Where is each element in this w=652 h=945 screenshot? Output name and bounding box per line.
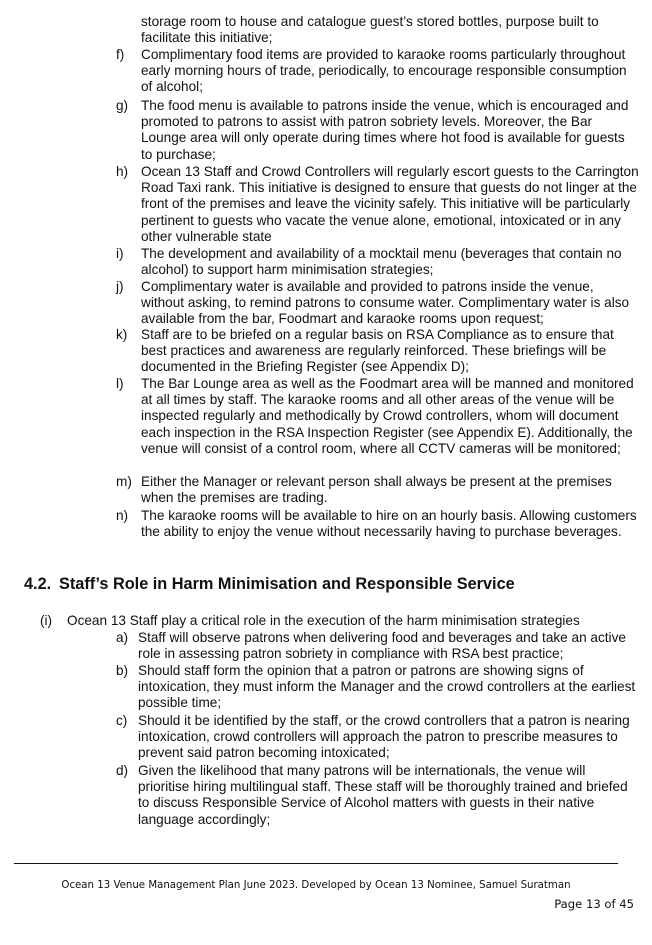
list-item-text: The food menu is available to patrons inside the venue, which is encouraged and promoted to patrons to assist with patron sobriety levels. Moreover, the Bar Lounge area will only operate during times where hot food is available for guests to purchase; [141, 98, 629, 162]
sub-list-text: Staff will observe patrons when delivering food and beverages and take an active role in assessing patron sobriety in compliance with RSA best practice; [138, 630, 626, 662]
section-number: 4.2. [24, 575, 52, 593]
sub-list-text: Given the likelihood that many patrons will be internationals, the venue will prioritise hiring multilingual staff. These staff will be thoroughly trained and briefed to discuss Responsible Service of Alcohol matters with guests in their native language accordingly; [138, 763, 628, 827]
section-title: Staff’s Role in Harm Minimisation and Responsible Service [59, 575, 515, 593]
list-item-i [116, 246, 639, 278]
list-item-continuation: storage room to house and catalogue guest’s stored bottles, purpose built to facilitate this initiative; [141, 14, 599, 46]
list-item-j [116, 279, 639, 328]
list-item-text: Either the Manager or relevant person shall always be present at the premises when the premises are trading. [141, 474, 612, 506]
list-item-text: The karaoke rooms will be available to hire on an hourly basis. Allowing customers the ability to enjoy the venue without necessarily having to purchase beverages. [141, 508, 637, 540]
list-item-text: Staff are to be briefed on a regular basis on RSA Compliance as to ensure that best practices and awareness are regularly reinforced. These briefings will be documented in the Briefing Register (see Appendix D); [141, 327, 614, 375]
footer-divider [14, 863, 618, 864]
roman-list-label: (i) [40, 613, 53, 628]
sub-list-item-c [116, 713, 640, 762]
list-item-text: The development and availability of a mocktail menu (beverages that contain no alcohol) to support harm minimisation strategies; [141, 246, 622, 278]
sub-list-item-a [116, 630, 640, 662]
list-item-text: Complimentary water is available and provided to patrons inside the venue, without asking, to remind patrons to consume water. Complimentary water is also available from the bar, Foodmart and karaoke rooms upon request; [141, 279, 630, 327]
sub-list-text: Should staff form the opinion that a patron or patrons are showing signs of intoxication, they must inform the Manager and the crowd controllers at the earliest possible time; [138, 663, 636, 711]
list-item-text: Complimentary food items are provided to karaoke rooms particularly throughout early morning hours of trade, periodically, to encourage responsible consumption of alcohol; [141, 47, 627, 95]
list-item-k [116, 327, 639, 376]
sub-list-label: c) [116, 713, 128, 728]
list-item-text: Ocean 13 Staff and Crowd Controllers will regularly escort guests to the Carrington Road Taxi rank. This initiative is designed to ensure that guests do not linger at the front of the premises and leave the vicinity safely. This initiative will be particularly pertinent to guests who vacate the venue alone, emotional, intoxicated or in any other vulnerable state [141, 164, 639, 244]
sub-list-label: a) [116, 630, 129, 645]
roman-list-text: Ocean 13 Staff play a critical role in the execution of the harm minimisation strategies [67, 613, 580, 628]
list-item-label: j) [116, 279, 124, 294]
list-item-label: g) [116, 98, 129, 113]
list-item-label: i) [116, 246, 124, 261]
list-item-label: h) [116, 164, 129, 179]
list-item-n [116, 508, 639, 540]
list-item-label: f) [116, 47, 125, 62]
list-item-label: l) [116, 376, 124, 391]
roman-list-item [40, 613, 640, 629]
page-number: Page 13 of 45 [554, 897, 634, 911]
list-item-label: k) [116, 327, 128, 342]
list-item-m [116, 474, 639, 506]
list-item-label: m) [116, 474, 132, 489]
list-item-f [116, 47, 639, 96]
list-item-label: n) [116, 508, 129, 523]
footer-text: Ocean 13 Venue Management Plan June 2023. Developed by Ocean 13 Nominee, Samuel Suratman [61, 880, 571, 891]
list-item-h [116, 164, 639, 245]
sub-list-label: b) [116, 663, 129, 678]
sub-list-item-b [116, 663, 640, 712]
sub-list-label: d) [116, 763, 129, 778]
list-item-l [116, 376, 639, 457]
section-heading [24, 574, 515, 594]
sub-list-item-d [116, 763, 640, 828]
sub-list-text: Should it be identified by the staff, or the crowd controllers that a patron is nearing intoxication, crowd controllers will approach the patron to prescribe measures to prevent said patron becoming intoxicated; [138, 713, 630, 761]
list-item-g [116, 98, 639, 163]
list-item-text: The Bar Lounge area as well as the Foodmart area will be manned and monitored at all times by staff. The karaoke rooms and all other areas of the venue will be inspected regularly and methodically by Crowd controllers, whom will document each inspection in the RSA Inspection Register (see Appendix E). Additionally, the venue will consist of a control room, where all CCTV cameras will be monitored; [141, 376, 634, 456]
